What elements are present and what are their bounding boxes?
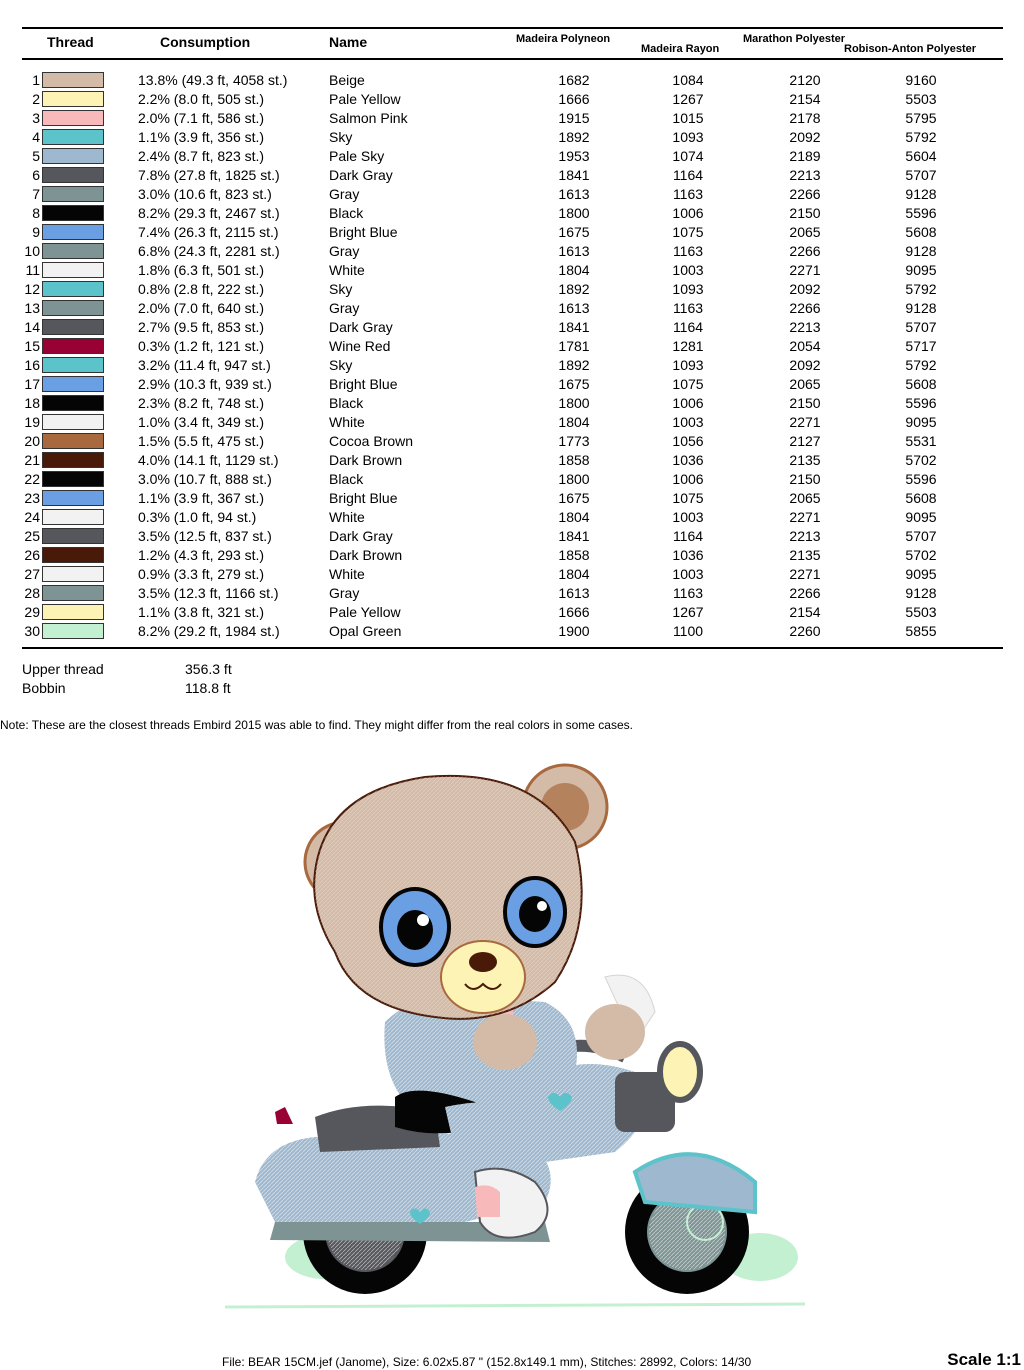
- consumption-cell: 1.1% (3.9 ft, 367 st.): [138, 490, 265, 506]
- table-row: [0, 184, 1024, 203]
- thread-name-cell: Bright Blue: [329, 376, 398, 392]
- col-header-robison-anton-polyester: Robison-Anton Polyester: [844, 43, 977, 55]
- madeira-rayon-code: 1163: [672, 243, 704, 259]
- madeira-rayon-code: 1164: [672, 319, 704, 335]
- thread-name-cell: Dark Gray: [329, 167, 393, 183]
- marathon-polyester-code: 2271: [789, 509, 821, 525]
- robison-anton-code: 5503: [905, 604, 937, 620]
- thread-name-cell: Bright Blue: [329, 490, 398, 506]
- table-row: [0, 412, 1024, 431]
- thread-name-cell: Gray: [329, 243, 360, 259]
- consumption-cell: 2.2% (8.0 ft, 505 st.): [138, 91, 265, 107]
- consumption-cell: 1.5% (5.5 ft, 475 st.): [138, 433, 265, 449]
- color-swatch: [42, 281, 104, 297]
- madeira-polyneon-code: 1900: [558, 623, 590, 639]
- col-header-marathon-polyester: Marathon Polyester: [743, 33, 846, 45]
- madeira-polyneon-code: 1675: [558, 490, 590, 506]
- table-row: [0, 203, 1024, 222]
- madeira-rayon-code: 1093: [672, 357, 704, 373]
- marathon-polyester-code: 2065: [789, 490, 821, 506]
- madeira-polyneon-code: 1841: [558, 528, 590, 544]
- color-swatch: [42, 452, 104, 468]
- madeira-rayon-code: 1084: [672, 72, 704, 88]
- col-header-thread: Thread: [47, 34, 94, 50]
- madeira-polyneon-code: 1675: [558, 376, 590, 392]
- madeira-rayon-code: 1015: [672, 110, 704, 126]
- table-row: [0, 279, 1024, 298]
- thread-name-cell: Black: [329, 395, 364, 411]
- madeira-rayon-code: 1164: [672, 167, 704, 183]
- madeira-polyneon-code: 1804: [558, 414, 590, 430]
- madeira-polyneon-code: 1841: [558, 167, 590, 183]
- marathon-polyester-code: 2154: [789, 604, 821, 620]
- marathon-polyester-code: 2213: [789, 319, 821, 335]
- consumption-cell: 8.2% (29.2 ft, 1984 st.): [138, 623, 280, 639]
- thread-number: 23: [24, 490, 40, 506]
- color-swatch: [42, 471, 104, 487]
- thread-name-cell: Pale Yellow: [329, 91, 401, 107]
- marathon-polyester-code: 2213: [789, 528, 821, 544]
- thread-number: 11: [25, 262, 40, 278]
- madeira-rayon-code: 1075: [672, 490, 704, 506]
- thread-name-cell: Salmon Pink: [329, 110, 408, 126]
- robison-anton-code: 5792: [905, 129, 937, 145]
- thread-number: 2: [32, 91, 40, 107]
- thread-number: 10: [24, 243, 40, 259]
- marathon-polyester-code: 2178: [789, 110, 821, 126]
- color-swatch: [42, 186, 104, 202]
- table-row: [0, 450, 1024, 469]
- consumption-cell: 2.4% (8.7 ft, 823 st.): [138, 148, 265, 164]
- madeira-polyneon-code: 1613: [558, 585, 590, 601]
- robison-anton-code: 5702: [905, 547, 937, 563]
- robison-anton-code: 5707: [905, 167, 937, 183]
- thread-name-cell: Pale Sky: [329, 148, 385, 164]
- robison-anton-code: 9128: [905, 243, 937, 259]
- thread-number: 27: [24, 566, 40, 582]
- table-row: [0, 127, 1024, 146]
- madeira-rayon-code: 1006: [672, 395, 704, 411]
- thread-name-cell: Pale Yellow: [329, 604, 401, 620]
- table-row: [0, 336, 1024, 355]
- thread-number: 15: [24, 338, 40, 354]
- madeira-polyneon-code: 1800: [558, 471, 590, 487]
- marathon-polyester-code: 2266: [789, 243, 821, 259]
- col-header-name: Name: [329, 34, 368, 50]
- consumption-cell: 3.5% (12.5 ft, 837 st.): [138, 528, 272, 544]
- thread-number: 9: [32, 224, 40, 240]
- table-row: [0, 469, 1024, 488]
- madeira-rayon-code: 1003: [672, 262, 704, 278]
- robison-anton-code: 5795: [905, 110, 937, 126]
- robison-anton-code: 9128: [905, 585, 937, 601]
- thread-number: 14: [24, 319, 40, 335]
- color-swatch: [42, 167, 104, 183]
- thread-name-cell: Opal Green: [329, 623, 402, 639]
- madeira-rayon-code: 1281: [672, 338, 704, 354]
- consumption-cell: 13.8% (49.3 ft, 4058 st.): [138, 72, 288, 88]
- consumption-cell: 0.9% (3.3 ft, 279 st.): [138, 566, 265, 582]
- table-row: [0, 374, 1024, 393]
- consumption-cell: 1.8% (6.3 ft, 501 st.): [138, 262, 265, 278]
- table-row: [0, 298, 1024, 317]
- madeira-polyneon-code: 1613: [558, 186, 590, 202]
- robison-anton-code: 5792: [905, 281, 937, 297]
- thread-name-cell: White: [329, 566, 365, 582]
- color-swatch: [42, 395, 104, 411]
- madeira-polyneon-code: 1858: [558, 452, 590, 468]
- madeira-rayon-code: 1093: [672, 129, 704, 145]
- color-swatch: [42, 414, 104, 430]
- marathon-polyester-code: 2213: [789, 167, 821, 183]
- madeira-polyneon-code: 1666: [558, 604, 590, 620]
- thread-name-cell: White: [329, 262, 365, 278]
- color-swatch: [42, 376, 104, 392]
- color-swatch: [42, 509, 104, 525]
- marathon-polyester-code: 2092: [789, 357, 821, 373]
- thread-name-cell: White: [329, 509, 365, 525]
- marathon-polyester-code: 2135: [789, 547, 821, 563]
- madeira-rayon-code: 1093: [672, 281, 704, 297]
- robison-anton-code: 5503: [905, 91, 937, 107]
- thread-name-cell: Sky: [329, 281, 353, 297]
- consumption-cell: 1.1% (3.9 ft, 356 st.): [138, 129, 265, 145]
- marathon-polyester-code: 2065: [789, 224, 821, 240]
- thread-name-cell: Bright Blue: [329, 224, 398, 240]
- thread-name-cell: Sky: [329, 129, 353, 145]
- robison-anton-code: 5717: [905, 338, 937, 354]
- table-row: [0, 146, 1024, 165]
- madeira-rayon-code: 1164: [672, 528, 704, 544]
- thread-number: 19: [24, 414, 40, 430]
- madeira-polyneon-code: 1613: [558, 243, 590, 259]
- color-swatch: [42, 110, 104, 126]
- thread-number: 7: [32, 186, 40, 202]
- madeira-rayon-code: 1036: [672, 547, 704, 563]
- consumption-cell: 2.0% (7.0 ft, 640 st.): [138, 300, 265, 316]
- header-bottom-rule: [22, 58, 1003, 60]
- color-swatch: [42, 490, 104, 506]
- color-swatch: [42, 262, 104, 278]
- marathon-polyester-code: 2065: [789, 376, 821, 392]
- thread-name-cell: Wine Red: [329, 338, 391, 354]
- thread-number: 25: [24, 528, 40, 544]
- thread-number: 1: [32, 72, 40, 88]
- madeira-rayon-code: 1267: [672, 604, 704, 620]
- robison-anton-code: 5792: [905, 357, 937, 373]
- file-info-footer: File: BEAR 15CM.jef (Janome), Size: 6.02x5.87 " (152.8x149.1 mm), Stitches: 28992, Colors: 14/30: [222, 1355, 752, 1369]
- bear-head: [305, 765, 607, 1019]
- madeira-polyneon-code: 1953: [558, 148, 590, 164]
- consumption-cell: 0.3% (1.2 ft, 121 st.): [138, 338, 265, 354]
- consumption-cell: 7.8% (27.8 ft, 1825 st.): [138, 167, 280, 183]
- madeira-polyneon-code: 1800: [558, 395, 590, 411]
- madeira-rayon-code: 1075: [672, 376, 704, 392]
- thread-name-cell: Black: [329, 471, 364, 487]
- thread-name-cell: Gray: [329, 186, 360, 202]
- madeira-rayon-code: 1100: [672, 623, 704, 639]
- scale-label: Scale 1:1: [947, 1350, 1021, 1369]
- madeira-polyneon-code: 1804: [558, 566, 590, 582]
- color-swatch: [42, 604, 104, 620]
- thread-name-cell: Sky: [329, 357, 353, 373]
- consumption-cell: 2.7% (9.5 ft, 853 st.): [138, 319, 265, 335]
- thread-number: 22: [24, 471, 40, 487]
- madeira-rayon-code: 1003: [672, 414, 704, 430]
- robison-anton-code: 5531: [905, 433, 937, 449]
- bobbin-value: 118.8 ft: [185, 680, 231, 696]
- madeira-rayon-code: 1163: [672, 300, 704, 316]
- marathon-polyester-code: 2266: [789, 585, 821, 601]
- madeira-polyneon-code: 1682: [558, 72, 590, 88]
- marathon-polyester-code: 2150: [789, 205, 821, 221]
- marathon-polyester-code: 2092: [789, 129, 821, 145]
- consumption-cell: 4.0% (14.1 ft, 1129 st.): [138, 452, 279, 468]
- marathon-polyester-code: 2266: [789, 186, 821, 202]
- consumption-cell: 1.2% (4.3 ft, 293 st.): [138, 547, 265, 563]
- color-swatch: [42, 205, 104, 221]
- table-bottom-rule: [22, 647, 1003, 649]
- marathon-polyester-code: 2092: [789, 281, 821, 297]
- thread-number: 12: [24, 281, 40, 297]
- thread-name-cell: Gray: [329, 585, 360, 601]
- robison-anton-code: 9160: [905, 72, 937, 88]
- color-swatch: [42, 433, 104, 449]
- robison-anton-code: 5707: [905, 319, 937, 335]
- color-swatch: [42, 338, 104, 354]
- robison-anton-code: 5596: [905, 395, 937, 411]
- color-swatch: [42, 528, 104, 544]
- robison-anton-code: 9095: [905, 566, 937, 582]
- table-row: [0, 108, 1024, 127]
- madeira-rayon-code: 1075: [672, 224, 704, 240]
- madeira-rayon-code: 1074: [672, 148, 704, 164]
- thread-name-cell: Dark Brown: [329, 452, 403, 468]
- marathon-polyester-code: 2054: [789, 338, 821, 354]
- thread-match-note: Note: These are the closest threads Embird 2015 was able to find. They might differ from the real colors in some cases.: [0, 718, 633, 732]
- table-row: [0, 507, 1024, 526]
- header-top-rule: [22, 27, 1003, 29]
- thread-number: 3: [32, 110, 40, 126]
- marathon-polyester-code: 2120: [789, 72, 821, 88]
- table-row: [0, 165, 1024, 184]
- thread-number: 21: [24, 452, 40, 468]
- marathon-polyester-code: 2127: [789, 433, 821, 449]
- color-swatch: [42, 547, 104, 563]
- color-swatch: [42, 357, 104, 373]
- consumption-cell: 3.5% (12.3 ft, 1166 st.): [138, 585, 279, 601]
- marathon-polyester-code: 2150: [789, 395, 821, 411]
- madeira-rayon-code: 1056: [672, 433, 704, 449]
- madeira-rayon-code: 1003: [672, 566, 704, 582]
- madeira-polyneon-code: 1666: [558, 91, 590, 107]
- madeira-rayon-code: 1036: [672, 452, 704, 468]
- table-row: [0, 222, 1024, 241]
- thread-name-cell: Dark Brown: [329, 547, 403, 563]
- table-row: [0, 602, 1024, 621]
- consumption-cell: 2.3% (8.2 ft, 748 st.): [138, 395, 265, 411]
- madeira-polyneon-code: 1915: [558, 110, 590, 126]
- robison-anton-code: 5608: [905, 224, 937, 240]
- madeira-rayon-code: 1163: [672, 585, 704, 601]
- madeira-polyneon-code: 1804: [558, 262, 590, 278]
- table-row: [0, 431, 1024, 450]
- madeira-polyneon-code: 1892: [558, 281, 590, 297]
- marathon-polyester-code: 2135: [789, 452, 821, 468]
- thread-name-cell: Dark Gray: [329, 528, 393, 544]
- consumption-cell: 3.2% (11.4 ft, 947 st.): [138, 357, 271, 373]
- color-swatch: [42, 148, 104, 164]
- marathon-polyester-code: 2271: [789, 414, 821, 430]
- madeira-polyneon-code: 1858: [558, 547, 590, 563]
- color-swatch: [42, 72, 104, 88]
- robison-anton-code: 5608: [905, 490, 937, 506]
- table-row: [0, 583, 1024, 602]
- table-row: [0, 393, 1024, 412]
- madeira-polyneon-code: 1841: [558, 319, 590, 335]
- robison-anton-code: 9095: [905, 262, 937, 278]
- madeira-polyneon-code: 1800: [558, 205, 590, 221]
- col-header-consumption: Consumption: [160, 34, 251, 50]
- thread-name-cell: Cocoa Brown: [329, 433, 414, 449]
- thread-number: 20: [24, 433, 40, 449]
- consumption-cell: 1.0% (3.4 ft, 349 st.): [138, 414, 265, 430]
- madeira-rayon-code: 1003: [672, 509, 704, 525]
- madeira-polyneon-code: 1804: [558, 509, 590, 525]
- upper-thread-label: Upper thread: [22, 661, 104, 677]
- col-header-madeira-rayon: Madeira Rayon: [641, 43, 720, 55]
- color-swatch: [42, 319, 104, 335]
- consumption-cell: 3.0% (10.6 ft, 823 st.): [138, 186, 272, 202]
- madeira-polyneon-code: 1675: [558, 224, 590, 240]
- marathon-polyester-code: 2271: [789, 566, 821, 582]
- robison-anton-code: 5604: [905, 148, 937, 164]
- color-swatch: [42, 243, 104, 259]
- thread-number: 6: [32, 167, 40, 183]
- table-row: [0, 317, 1024, 336]
- color-swatch: [42, 566, 104, 582]
- consumption-cell: 2.0% (7.1 ft, 586 st.): [138, 110, 265, 126]
- marathon-polyester-code: 2266: [789, 300, 821, 316]
- upper-thread-value: 356.3 ft: [185, 661, 232, 677]
- madeira-polyneon-code: 1781: [558, 338, 590, 354]
- table-row: [0, 564, 1024, 583]
- thread-name-cell: Black: [329, 205, 364, 221]
- table-row: [0, 241, 1024, 260]
- table-row: [0, 89, 1024, 108]
- color-swatch: [42, 585, 104, 601]
- thread-number: 30: [24, 623, 40, 639]
- table-row: [0, 260, 1024, 279]
- consumption-cell: 1.1% (3.8 ft, 321 st.): [138, 604, 265, 620]
- thread-number: 18: [24, 395, 40, 411]
- madeira-polyneon-code: 1892: [558, 357, 590, 373]
- thread-number: 5: [32, 148, 40, 164]
- consumption-cell: 2.9% (10.3 ft, 939 st.): [138, 376, 272, 392]
- color-swatch: [42, 224, 104, 240]
- bobbin-label: Bobbin: [22, 680, 66, 696]
- consumption-cell: 0.3% (1.0 ft, 94 st.): [138, 509, 257, 525]
- robison-anton-code: 5596: [905, 471, 937, 487]
- thread-number: 24: [24, 509, 40, 525]
- thread-name-cell: Dark Gray: [329, 319, 393, 335]
- table-row: [0, 545, 1024, 564]
- consumption-cell: 8.2% (29.3 ft, 2467 st.): [138, 205, 280, 221]
- thread-number: 28: [24, 585, 40, 601]
- thread-number: 17: [24, 376, 40, 392]
- marathon-polyester-code: 2271: [789, 262, 821, 278]
- robison-anton-code: 9128: [905, 300, 937, 316]
- table-row: [0, 355, 1024, 374]
- madeira-polyneon-code: 1892: [558, 129, 590, 145]
- madeira-rayon-code: 1267: [672, 91, 704, 107]
- thread-number: 29: [24, 604, 40, 620]
- marathon-polyester-code: 2260: [789, 623, 821, 639]
- robison-anton-code: 9095: [905, 509, 937, 525]
- consumption-cell: 0.8% (2.8 ft, 222 st.): [138, 281, 265, 297]
- robison-anton-code: 9095: [905, 414, 937, 430]
- thread-name-cell: Gray: [329, 300, 360, 316]
- madeira-rayon-code: 1006: [672, 205, 704, 221]
- color-swatch: [42, 129, 104, 145]
- robison-anton-code: 5707: [905, 528, 937, 544]
- table-row: [0, 526, 1024, 545]
- marathon-polyester-code: 2189: [789, 148, 821, 164]
- embroidery-design-preview: [215, 752, 815, 1322]
- consumption-cell: 3.0% (10.7 ft, 888 st.): [138, 471, 272, 487]
- consumption-cell: 7.4% (26.3 ft, 2115 st.): [138, 224, 279, 240]
- table-row: [0, 621, 1024, 640]
- thread-number: 13: [24, 300, 40, 316]
- thread-number: 4: [32, 129, 40, 145]
- color-swatch: [42, 300, 104, 316]
- robison-anton-code: 5702: [905, 452, 937, 468]
- consumption-cell: 6.8% (24.3 ft, 2281 st.): [138, 243, 280, 259]
- thread-number: 8: [32, 205, 40, 221]
- marathon-polyester-code: 2154: [789, 91, 821, 107]
- marathon-polyester-code: 2150: [789, 471, 821, 487]
- robison-anton-code: 5596: [905, 205, 937, 221]
- madeira-polyneon-code: 1613: [558, 300, 590, 316]
- table-row: [0, 70, 1024, 89]
- thread-number: 16: [24, 357, 40, 373]
- col-header-madeira-polyneon: Madeira Polyneon: [516, 33, 611, 45]
- color-swatch: [42, 623, 104, 639]
- robison-anton-code: 9128: [905, 186, 937, 202]
- robison-anton-code: 5855: [905, 623, 937, 639]
- thread-name-cell: White: [329, 414, 365, 430]
- thread-number: 26: [24, 547, 40, 563]
- thread-table: [0, 70, 1024, 640]
- color-swatch: [42, 91, 104, 107]
- madeira-polyneon-code: 1773: [558, 433, 590, 449]
- thread-name-cell: Beige: [329, 72, 365, 88]
- robison-anton-code: 5608: [905, 376, 937, 392]
- table-row: [0, 488, 1024, 507]
- madeira-rayon-code: 1006: [672, 471, 704, 487]
- madeira-rayon-code: 1163: [672, 186, 704, 202]
